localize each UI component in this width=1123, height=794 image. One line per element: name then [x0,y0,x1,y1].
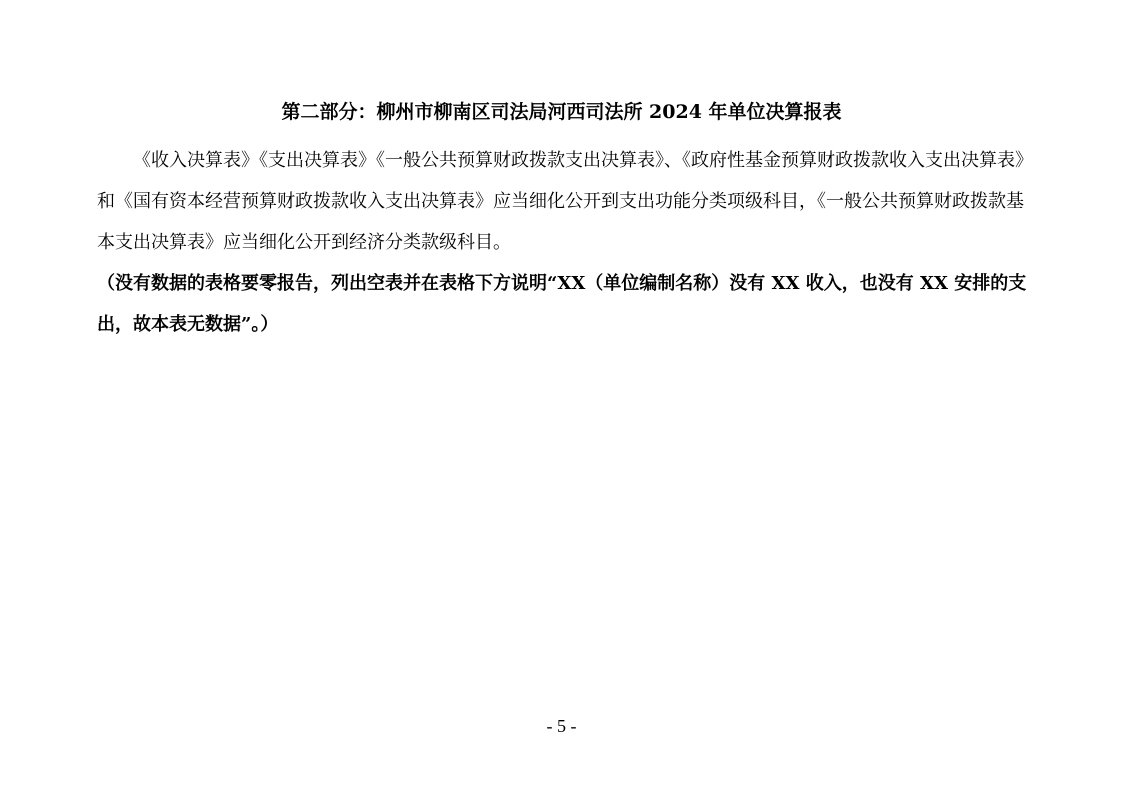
page-title: 第二部分：柳州市柳南区司法局河西司法所 2024 年单位决算报表 [281,101,842,123]
paragraph-report-requirements: 《收入决算表》《支出决算表》《一般公共预算财政拨款支出决算表》、《政府性基金预算财政拨款收入支出决算表》和《国有资本经营预算财政拨款收入支出决算表》应当细化公开到支出功能分类项级科目，《一般公共预算财政拨款基本支出决算表》应当细化公开到经济分类款级科目。 [97,150,1024,253]
paragraph-zero-report-note: （没有数据的表格要零报告，列出空表并在表格下方说明“XX（单位编制名称）没有 XX 收入，也没有 XX 安排的支出，故本表无数据”。） [97,273,1027,335]
page-number: - 5 - [546,716,577,736]
document-body [97,140,1027,345]
